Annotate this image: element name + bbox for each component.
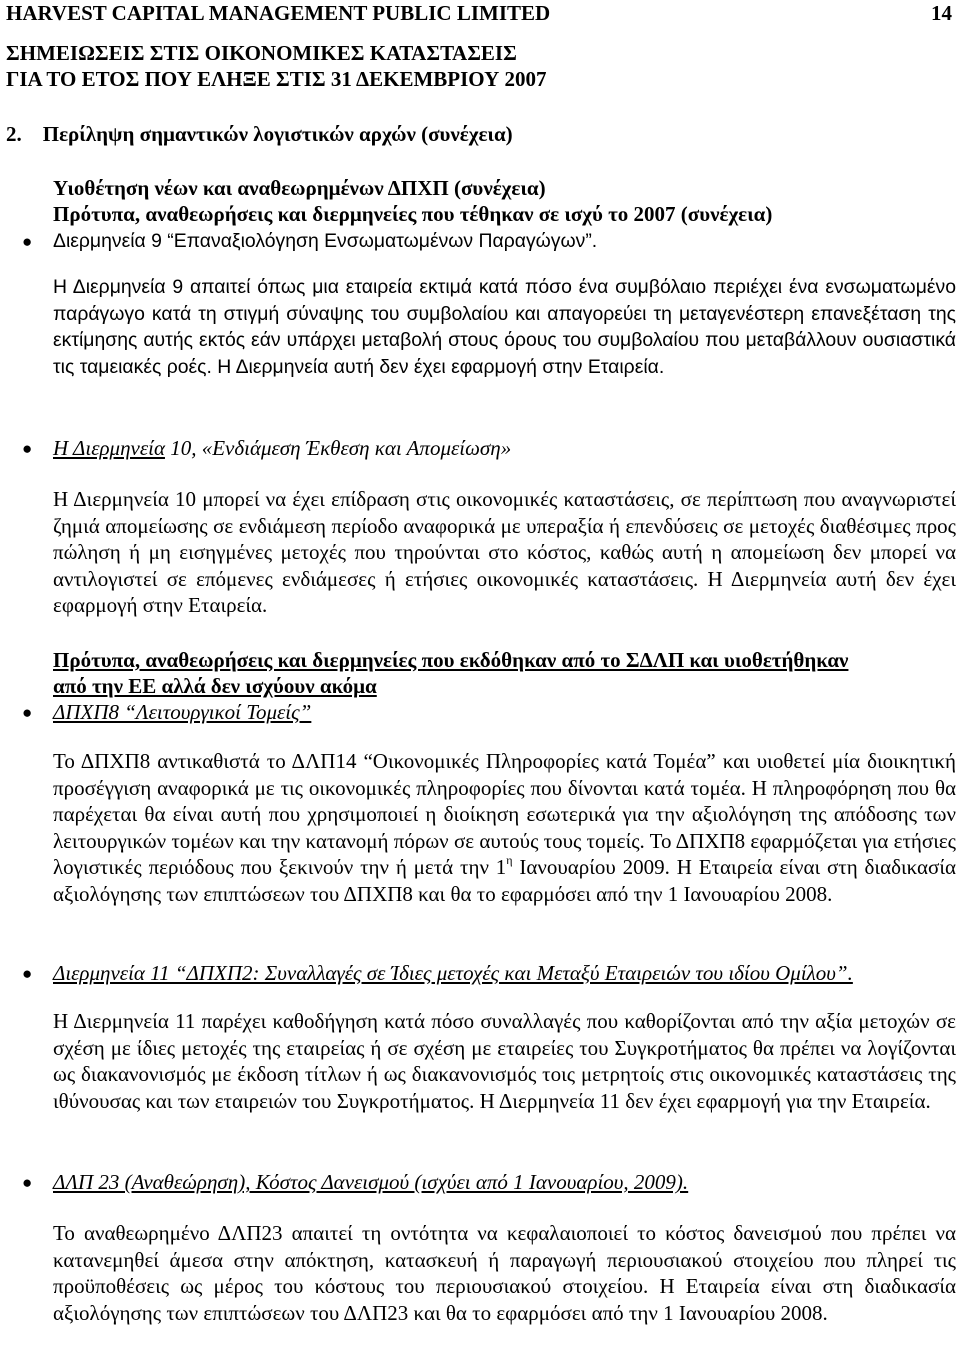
year-header: ΓΙΑ ΤΟ ΕΤΟΣ ΠΟΥ ΕΛΗΞΕ ΣΤΙΣ 31 ΔΕΚΕΜΒΡΙΟΥ 2007: [6, 67, 547, 91]
subsection-subtitle: Πρότυπα, αναθεωρήσεις και διερμηνείες που τέθηκαν σε ισχύ το 2007 (συνέχεια): [53, 202, 773, 226]
interpretation-10-title: [53, 435, 511, 461]
ias23-body: Το αναθεωρημένο ΔΛΠ23 απαιτεί τη οντότητα να κεφαλαιοποιεί το κόστος δανεισμού που πρέπει να κατανεμηθεί άμεσα στην απόκτηση, κατασκευή ή παραγωγή περιουσιακού στοιχείου που πληρεί τις προϋποθέσεις ως μέρος του κόστους του περιουσιακού στοιχείου. Η Εταιρεία είναι στη διαδικασία αξιολόγησης των επιπτώσεων του ΔΛΠ23 και θα το εφαρμόσει από την 1 Ιανουαρίου 2008.: [53, 1221, 956, 1325]
ifrs8-superscript: η: [506, 853, 513, 867]
interpretation-10-title-underlined: Η Διερμηνεία: [53, 436, 165, 460]
page-number: 14: [931, 1, 952, 25]
interpretation-11-body: Η Διερμηνεία 11 παρέχει καθοδήγηση κατά πόσο συναλλαγές που καθορίζονται από την αξία μετοχών σε σχέση με ίδιες μετοχές της εταιρείας ή σε σχέση με εταιρείες του Συγκροτήματος θα πρέπει να λογίζονται ως διακανονισμός με έκδοση τίτλων ή ως διακανονισμός τοις μετρητοίς στις οικονομικές καταστάσεις της ιθύνουσας και των εταιρειών του Συγκροτήματος. Η Διερμηνεία 11 δεν έχει εφαρμογή για την Εταιρεία.: [53, 1009, 956, 1113]
section-title: 2. Περίληψη σημαντικών λογιστικών αρχών (συνέχεια): [6, 122, 513, 146]
subsection-title: Υιοθέτηση νέων και αναθεωρημένων ΔΠΧΠ (συνέχεια): [53, 176, 546, 200]
issued-standards-heading-line1: Πρότυπα, αναθεωρήσεις και διερμηνείες που εκδόθηκαν από το ΣΔΛΠ και υιοθετήθηκαν: [53, 648, 849, 672]
ifrs8-title: ΔΠΧΠ8 “Λειτουργικοί Τομείς”: [53, 700, 312, 724]
bullet-icon: ●: [22, 439, 33, 458]
interpretation-9-title: Διερμηνεία 9 “Επαναξιολόγηση Ενσωματωμένων Παραγώγων”.: [53, 230, 598, 252]
ias23-title: ΔΛΠ 23 (Αναθεώρηση), Κόστος Δανεισμού (ισχύει από 1 Ιανουαρίου, 2009).: [53, 1170, 689, 1194]
bullet-icon: ●: [22, 703, 33, 722]
interpretation-10-title-rest: 10, «Ενδιάμεση Έκθεση και Απομείωση»: [164, 436, 512, 460]
company-header: HARVEST CAPITAL MANAGEMENT PUBLIC LIMITED: [6, 1, 551, 25]
bullet-icon: ●: [22, 1173, 33, 1192]
notes-header: ΣΗΜΕΙΩΣΕΙΣ ΣΤΙΣ ΟΙΚΟΝΟΜΙΚΕΣ ΚΑΤΑΣΤΑΣΕΙΣ: [6, 41, 517, 65]
ifrs8-body-part1: Το ΔΠΧΠ8 αντικαθιστά το ΔΛΠ14 “Οικονομικές Πληροφορίες κατά Τομέα” και υιοθετεί μία διοικητική προσέγγιση αναφορικά με τις οικονομικές πληροφορίες που δίνονται κατά τομέα. Η πληροφόρηση που θα παρέχεται θα είναι αυτή που χρησιμοποιεί η διοίκηση εσωτερικά για την αξιολόγηση της απόδοσης των λειτουργικών τομέων και την κατανομή πόρων σε αυτούς τους τομείς. Το ΔΠΧΠ8 εφαρμόζεται για ετήσιες λογιστικές περιόδους που ξεκινούν την ή μετά την 1: [53, 749, 956, 879]
interpretation-11-title: Διερμηνεία 11 “ΔΠΧΠ2: Συναλλαγές σε Ίδιες μετοχές και Μεταξύ Εταιρειών του ιδίου Ομίλου”.: [53, 961, 853, 985]
bullet-icon: ●: [22, 964, 33, 983]
ifrs8-body-part2: Ιανουαρίου 2009. Η Εταιρεία είναι στη διαδικασία αξιολόγησης των επιπτώσεων του ΔΠΧΠ8 και θα το εφαρμόσει από την 1 Ιανουαρίου 2008.: [53, 855, 956, 906]
interpretation-9-body: Η Διερμηνεία 9 απαιτεί όπως μια εταιρεία εκτιμά κατά πόσο ένα συμβόλαιο περιέχει ένα ενσωματωμένο παράγωγο κατά τη στιγμή σύναψης του συμβολαίου και απαγορεύει τη μεταγενέστερη επανεξέταση της εκτίμησης αυτής εκτός εάν υπάρχει μεταβολή στους όρους του συμβολαίου που μεταβάλλουν ουσιαστικά τις ταμειακές ροές. Η Διερμηνεία αυτή δεν έχει εφαρμογή στην Εταιρεία.: [53, 276, 956, 378]
interpretation-10-body: Η Διερμηνεία 10 μπορεί να έχει επίδραση στις οικονομικές καταστάσεις, σε περίπτωση που αναγνωριστεί ζημιά απομείωσης σε ενδιάμεση περίοδο αναφορικά με υπεραξία ή επενδύσεις σε μετοχές διαθέσιμες προς πώληση ή μη εισηγμένες μετοχές που τηρούνται στο κόστος, καθώς αυτή η απομείωση δεν μπορεί να αντιλογιστεί σε επόμενες ενδιάμεσες ή ετήσιες οικονομικές καταστάσεις. Η Διερμηνεία αυτή δεν έχει εφαρμογή στην Εταιρεία.: [53, 487, 956, 617]
issued-standards-heading-line2: από την ΕΕ αλλά δεν ισχύουν ακόμα: [53, 674, 377, 698]
ifrs8-body: [53, 748, 956, 907]
bullet-icon: ●: [22, 232, 33, 251]
